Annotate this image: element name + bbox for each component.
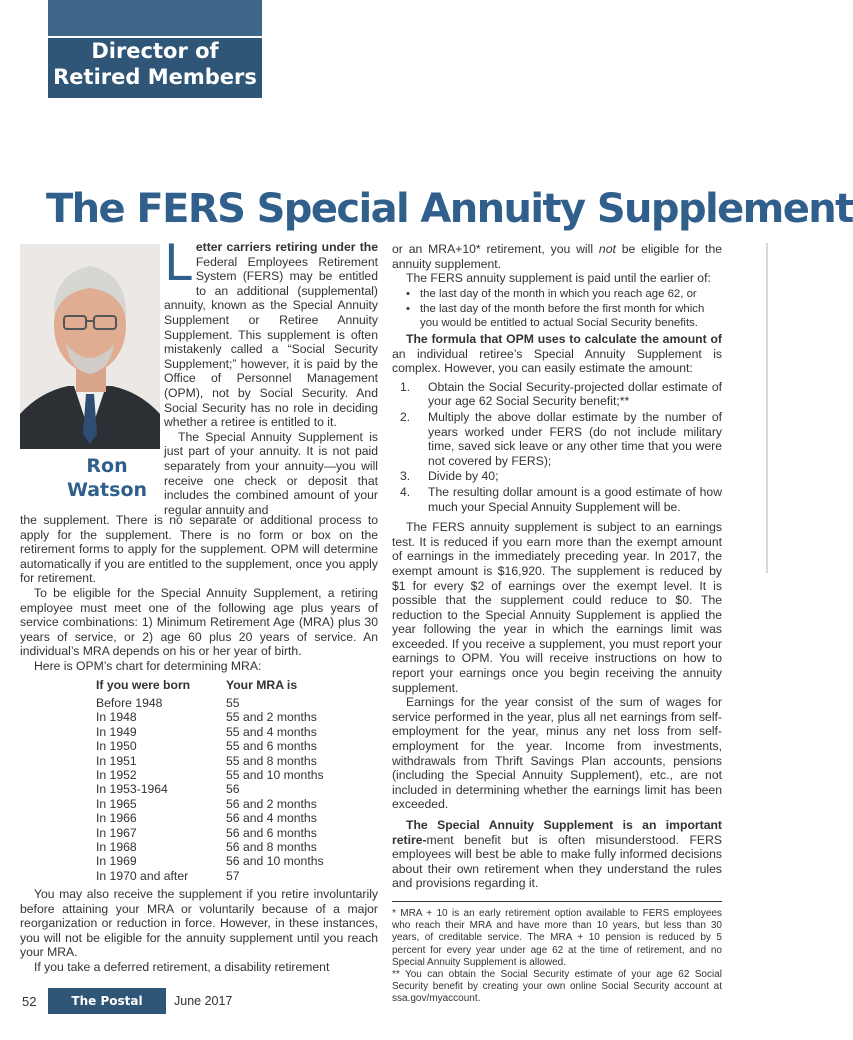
formula-text: an individual retiree’s Special Annuity Supplement is complex. However, you can easily estimate the amount:: [392, 346, 722, 376]
table-row: [96, 840, 366, 854]
closing-paragraph: [392, 818, 722, 891]
article-headline: The FERS Special Annuity Supplement: [46, 186, 853, 232]
table-row: [96, 768, 366, 782]
birth-year-cell: In 1952: [96, 767, 137, 782]
mra-value-cell: 55 and 2 months: [226, 710, 317, 725]
step-item: [392, 485, 722, 514]
table-row: [96, 710, 366, 724]
department-banner: [48, 0, 262, 98]
mra-value-cell: 56 and 2 months: [226, 796, 317, 811]
mra-value-cell: 56 and 4 months: [226, 811, 317, 826]
mra-value-cell: 55 and 6 months: [226, 739, 317, 754]
table-row: [96, 811, 366, 825]
left-column-tail: [20, 887, 378, 975]
mra-value-cell: 55: [226, 696, 240, 710]
step-number: 3.: [400, 469, 411, 484]
mra-table-header: [96, 678, 366, 696]
mra-value-cell: 57: [226, 868, 240, 883]
left-column-intro: [164, 234, 378, 517]
author-photo: [20, 244, 160, 449]
intro-lead: etter carriers retiring under the: [195, 240, 378, 254]
table-row: [96, 869, 366, 883]
step-text: Multiply the above dollar estimate by the number of years worked under FERS (do not include military time, saved sick leave or any other time that you were not covered by FERS);: [428, 409, 722, 468]
table-row: [96, 696, 366, 710]
step-item: [392, 469, 722, 484]
mra10-text-a: or an MRA+10* retirement, you will: [392, 242, 599, 256]
mra-value-cell: 56 and 10 months: [226, 854, 324, 869]
mra-value-cell: 56 and 6 months: [226, 825, 317, 840]
step-item: [392, 380, 722, 409]
formula-paragraph: [392, 332, 722, 376]
drop-cap: L: [164, 234, 192, 292]
footnote-divider: [392, 901, 722, 902]
table-row: [96, 725, 366, 739]
mra10-text-b: be eligible for the annuity supplement.: [392, 242, 723, 271]
table-row: [96, 826, 366, 840]
step-item: [392, 410, 722, 468]
earnings-test-paragraph: The FERS annuity supplement is subject to an earnings test. It is reduced if you earn more than the exempt amount of earnings in the immediately preceding year. In 2017, the exempt amount is $16,920. The supplement is reduced by $1 for every $2 of earnings over the exempt level. It is possible that the supplement could reduce to $0. The reduction to the Special Annuity Supplement is applied the year following the year in which the earnings limit was exceeded. If you receive a supplement, you must report your earnings to OPM. You will receive instructions on how to report your earnings once you begin receiving the annuity supplement.: [392, 520, 722, 695]
paid-until-paragraph: The FERS annuity supplement is paid until the earlier of:: [406, 271, 711, 286]
birth-year-cell: In 1969: [96, 854, 137, 869]
mra-value-cell: 56: [226, 782, 240, 797]
list-item: • the last day of the month before the first month for which you would be entitled to actual Social Security benefits.: [392, 303, 722, 330]
annuity-part-paragraph: The Special Annuity Supplement is just part of your annuity. It is not paid separately from your annuity—you will receive one check or deposit that includes the combined amount of your regular annuity and: [164, 429, 378, 517]
eligibility-paragraph: To be eligible for the Special Annuity Supplement, a retiring employee must meet one of the following age plus years of service combinations: 1) Minimum Retirement Age (MRA) plus 30 years of service, or 2) age 60 plus 20 years of service. An individual’s MRA depends on his or her year of birth.: [20, 585, 378, 659]
mra-value-cell: 55 and 4 months: [226, 724, 317, 739]
page-edge-line: [766, 243, 768, 573]
birth-year-cell: In 1965: [96, 796, 137, 811]
mra-table: [96, 678, 366, 883]
estimate-steps: [392, 380, 722, 514]
table-row: [96, 797, 366, 811]
birth-year-cell: In 1967: [96, 825, 137, 840]
birth-year-cell: In 1968: [96, 839, 137, 854]
birth-year-cell: In 1966: [96, 811, 137, 826]
footnote-ss-estimate: ** You can obtain the Social Security estimate of your age 62 Social Security benefit by creating your own online Social Security account at ssa.gov/myaccount.: [392, 968, 722, 1005]
birth-year-cell: In 1949: [96, 724, 137, 739]
list-item: • the last day of the month in which you reach age 62, or: [392, 288, 722, 301]
author-last-name: Watson: [66, 479, 148, 501]
birth-year-cell: In 1950: [96, 739, 137, 754]
left-column-body: [20, 513, 378, 674]
step-text: Obtain the Social Security-projected dollar estimate of your age 62 Social Security benefit;**: [428, 379, 722, 409]
mra-table-body: [96, 696, 366, 883]
step-text: Divide by 40;: [428, 469, 499, 484]
mra-header-mra: Your MRA is: [226, 678, 298, 692]
birth-year-cell: In 1948: [96, 710, 137, 725]
department-title-line1: Director of: [91, 39, 219, 63]
birth-year-cell: Before 1948: [96, 696, 163, 710]
author-byline: [48, 454, 166, 502]
closing-lead: The Special Annuity Supplement is an important retire-: [392, 818, 722, 847]
chart-intro-paragraph: Here is OPM’s chart for determining MRA:: [34, 658, 262, 673]
intro-text: Federal Employees Retirement System (FERS) may be entitled to an additional (supplemental) annuity, known as the Special Annuity Supplement or Retiree Annuity Supplement. This supplement is often mistakenly called a “Social Security Supplement;” however, it is paid by the Office of Personnel Management (OPM), not by Social Security. And Social Security has no role in deciding whether a retiree is entitled to it.: [164, 254, 378, 430]
mra-value-cell: 55 and 10 months: [226, 767, 324, 782]
closing-text: ment benefit but is often misunderstood. FERS employees will best be able to make fully informed decisions about their own retirement when they understand the rules and provisions regarding it.: [392, 832, 722, 891]
table-row: [96, 739, 366, 753]
page-number: 52: [22, 994, 37, 1009]
step-text: The resulting dollar amount is a good estimate of how much your Special Annuity Supplement will be.: [428, 484, 722, 514]
birth-year-cell: In 1951: [96, 753, 137, 768]
mra10-paragraph: [392, 242, 722, 271]
department-title-line2: Retired Members: [53, 65, 257, 89]
mra-value-cell: 56 and 8 months: [226, 839, 317, 854]
table-row: [96, 854, 366, 868]
mra-value-cell: 55 and 8 months: [226, 753, 317, 768]
department-title: [48, 38, 262, 90]
right-column: [392, 242, 722, 1006]
mra10-emphasis: not: [598, 242, 616, 256]
mra-header-born: If you were born: [96, 678, 191, 692]
table-row: [96, 782, 366, 796]
author-portrait-image: [20, 244, 160, 449]
banner-top-band: [48, 0, 262, 36]
deferred-paragraph: If you take a deferred retirement, a disability retirement: [34, 959, 330, 974]
formula-lead: The formula that OPM uses to calculate the amount of: [406, 332, 722, 346]
paid-until-list: [392, 288, 722, 330]
footnote-mra10: * MRA + 10 is an early retirement option available to FERS employees who reach their MRA and have more than 10 years, but less than 30 years, of creditable service. The MRA + 10 pension is reduced by 5 percent for every year under age 62 at the time of retirement, and no Special Annuity Supplement is allowed.: [392, 907, 722, 968]
birth-year-cell: In 1953-1964: [96, 782, 168, 797]
involuntary-paragraph: You may also receive the supplement if you retire involuntarily before attaining your MRA or voluntarily because of a major reorganization or reduction in force. However, in these instances, you will not be eligible for the annuity supplement until you reach your MRA.: [20, 887, 378, 960]
publication-name: The Postal Record: [48, 988, 166, 1014]
table-row: [96, 754, 366, 768]
birth-year-cell: In 1970 and after: [96, 868, 189, 883]
intro-paragraph: [164, 234, 378, 430]
author-first-name: Ron: [86, 455, 128, 477]
step-number: 4.: [400, 484, 411, 499]
supplement-process-paragraph: the supplement. There is no separate or additional process to apply for the supplement. There is no form or box on the retirement forms to apply for the supplement. OPM will determine automatically if you are entitled to the supplement, once you apply for retirement.: [20, 513, 378, 586]
step-number: 1.: [400, 379, 411, 394]
issue-date: June 2017: [174, 994, 233, 1008]
earnings-definition-paragraph: Earnings for the year consist of the sum of wages for service performed in the year, plus all net earnings from self-employment for the year, minus any net loss from self-employment for the year. Income from investments, withdrawals from Thrift Savings Plan accounts, pensions (including the Special Annuity Supplement), etc., are not included in determining whether the earnings limit has been exceeded.: [392, 695, 722, 812]
step-number: 2.: [400, 409, 411, 424]
